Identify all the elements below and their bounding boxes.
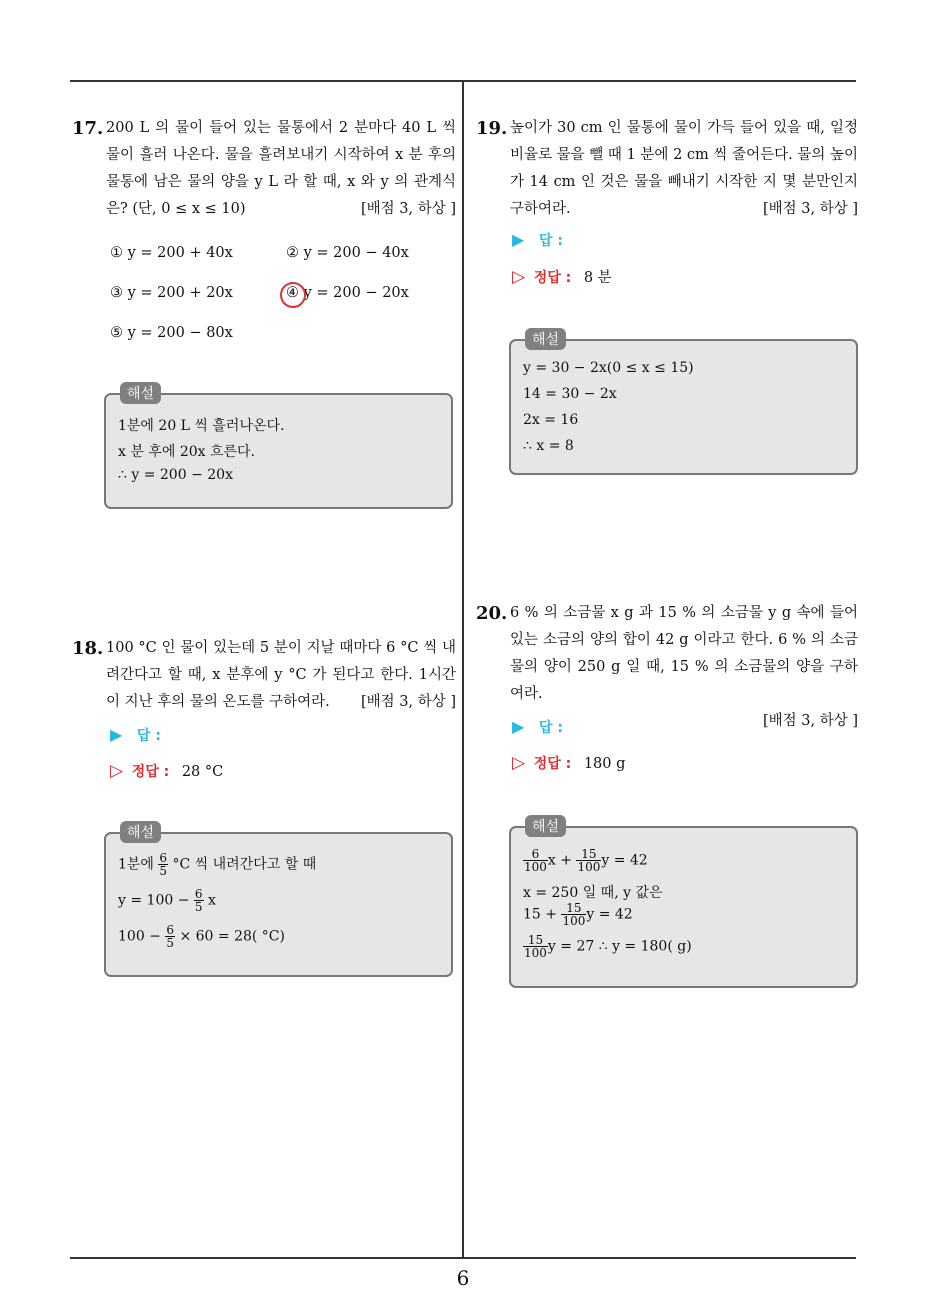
solution-line-2: x 분 후에 20x 흐른다.: [118, 444, 256, 460]
answer-input-row[interactable]: [512, 717, 563, 737]
question-body: 200 L 의 물이 들어 있는 물통에서 2 분마다 40 L 씩 물이 흘러 나온다. 물을 흘려보내기 시작하여 x 분 후의 물통에 남은 물의 양을 y L 라 할 때, x 와 y 의 관계식은? (단, 0 ≤ x ≤ 10): [106, 120, 456, 217]
correct-answer-row: [110, 761, 223, 781]
question-body: 6 % 의 소금물 x g 과 15 % 의 소금물 y g 속에 들어 있는 소금의 양의 합이 42 g 이라고 한다. 6 % 의 소금물의 양이 250 g 일 때, 15 % 의 소금물의 양을 구하여라.: [510, 605, 858, 702]
outline-triangle-icon: ▷: [110, 761, 124, 781]
correct-answer-row: [512, 753, 625, 773]
question-18: [72, 635, 456, 716]
solution-box-18: [104, 825, 453, 977]
choice-2[interactable]: ② y = 200 − 40x: [286, 245, 409, 261]
answer-label: 답 :: [136, 728, 161, 744]
correct-answer-value: 180 g: [583, 756, 626, 772]
fraction: [523, 848, 548, 873]
fraction: [194, 888, 204, 913]
numerator: 6: [159, 851, 168, 865]
fraction: [576, 848, 601, 873]
choice-5[interactable]: ⑤ y = 200 − 80x: [110, 325, 233, 341]
question-text: [510, 600, 858, 735]
solution-tag: 해설: [525, 328, 566, 350]
solution-line-1: y = 30 − 2x(0 ≤ x ≤ 15): [523, 360, 694, 376]
solution-box-19: [509, 332, 858, 475]
correct-answer-label: 정답 :: [533, 270, 572, 286]
choices-17: [110, 245, 450, 345]
outline-triangle-icon: ▷: [512, 753, 526, 773]
denominator: 100: [524, 860, 547, 874]
question-17: [72, 115, 456, 223]
question-20: [476, 600, 858, 735]
play-triangle-icon: ▶: [512, 230, 525, 249]
text-part: °C 씩 내려간다고 할 때: [172, 856, 317, 873]
text-part: 1분에: [118, 856, 154, 873]
numerator: 15: [561, 902, 586, 915]
play-triangle-icon: ▶: [512, 717, 525, 736]
numerator: 6: [166, 923, 174, 937]
solution-line-1: [523, 848, 648, 873]
score-meta: [배점 3, 하상 ]: [762, 713, 858, 729]
numerator: 15: [523, 934, 548, 947]
solution-line-1: [118, 852, 316, 877]
play-triangle-icon: ▶: [110, 725, 123, 744]
solution-line-3: 2x = 16: [523, 412, 579, 428]
page-number: 6: [456, 1266, 470, 1290]
question-number: 20.: [476, 603, 508, 624]
solution-line-2: [118, 888, 216, 913]
correct-answer-label: 정답 :: [533, 756, 572, 772]
fraction: [165, 924, 175, 949]
answer-input-row[interactable]: [110, 725, 161, 745]
question-text: [106, 115, 456, 223]
text-part: 15 +: [523, 906, 557, 923]
solution-box-17: [104, 386, 453, 509]
fraction: [523, 934, 548, 959]
solution-box-20: [509, 819, 858, 988]
question-body: 100 °C 인 물이 있는데 5 분이 지날 때마다 6 °C 씩 내려간다고 할 때, x 분후에 y °C 가 된다고 한다. 1시간이 지난 후의 물의 온도를 구하여라.: [106, 640, 456, 710]
question-number: 19.: [476, 118, 508, 139]
question-number: 17.: [72, 118, 104, 139]
question-number: 18.: [72, 638, 104, 659]
question-text: [106, 635, 456, 716]
score-meta: [배점 3, 하상 ]: [762, 201, 858, 217]
answer-label: 답 :: [538, 233, 563, 249]
denominator: 100: [562, 914, 586, 928]
answer-area-19: [512, 230, 852, 290]
answer-area-20: [512, 717, 852, 777]
fraction: [561, 902, 586, 927]
question-body: 높이가 30 cm 인 물통에 물이 가득 들어 있을 때, 일정비율로 물을 뺄 때 1 분에 2 cm 씩 줄어든다. 물의 높이가 14 cm 인 것은 물을 빼내기 시작한 지 몇 분만인지 구하여라.: [510, 120, 858, 217]
question-text: [510, 115, 858, 223]
choice-3[interactable]: ③ y = 200 + 20x: [110, 285, 233, 301]
denominator: 100: [577, 860, 601, 874]
numerator: 6: [523, 848, 548, 861]
text-part: × 60 = 28( °C): [179, 928, 285, 945]
choice-4[interactable]: ④ y = 200 − 20x: [286, 285, 409, 301]
score-meta: [배점 3, 하상 ]: [360, 201, 456, 217]
text-part: x: [208, 892, 216, 909]
solution-line-3: [118, 924, 285, 949]
denominator: 5: [166, 936, 174, 950]
column-divider: [462, 81, 464, 1258]
correct-answer-label: 정답 :: [131, 764, 170, 780]
text-part: y = 100 −: [118, 892, 190, 909]
text-part: y = 42: [601, 852, 648, 869]
text-part: 100 −: [118, 928, 161, 945]
answer-label: 답 :: [538, 720, 563, 736]
denominator: 5: [159, 864, 168, 878]
solution-line-4: [523, 934, 692, 959]
text-part: y = 27 ∴ y = 180( g): [547, 938, 692, 955]
text-part: x +: [547, 852, 572, 869]
solution-line-2: 14 = 30 − 2x: [523, 386, 617, 402]
solution-line-1: 1분에 20 L 씩 흘러나온다.: [118, 418, 285, 434]
score-meta: [배점 3, 하상 ]: [360, 694, 456, 710]
solution-line-3: ∴ y = 200 − 20x: [118, 467, 233, 483]
solution-tag: 해설: [120, 382, 161, 404]
correct-answer-row: [512, 266, 612, 287]
numerator: 6: [194, 887, 203, 901]
answer-input-row[interactable]: [512, 230, 563, 250]
text-part: y = 42: [586, 906, 633, 923]
denominator: 5: [194, 900, 203, 914]
outline-triangle-icon: ▷: [512, 267, 526, 287]
choice-1[interactable]: ① y = 200 + 40x: [110, 245, 233, 261]
correct-answer-value: 28 °C: [181, 764, 224, 780]
solution-line-2: x = 250 일 때, y 값은: [523, 885, 663, 901]
solution-tag: 해설: [525, 815, 566, 837]
fraction: [158, 852, 168, 877]
answer-area-18: [110, 725, 450, 785]
numerator: 15: [576, 848, 601, 861]
correct-answer-value: 8 분: [583, 270, 612, 286]
solution-tag: 해설: [120, 821, 161, 843]
selected-circle-mark: [280, 282, 306, 308]
bottom-rule: [70, 1257, 856, 1259]
solution-line-4: ∴ x = 8: [523, 438, 574, 454]
solution-line-3: [523, 902, 633, 927]
question-19: [476, 115, 858, 223]
denominator: 100: [524, 946, 547, 960]
